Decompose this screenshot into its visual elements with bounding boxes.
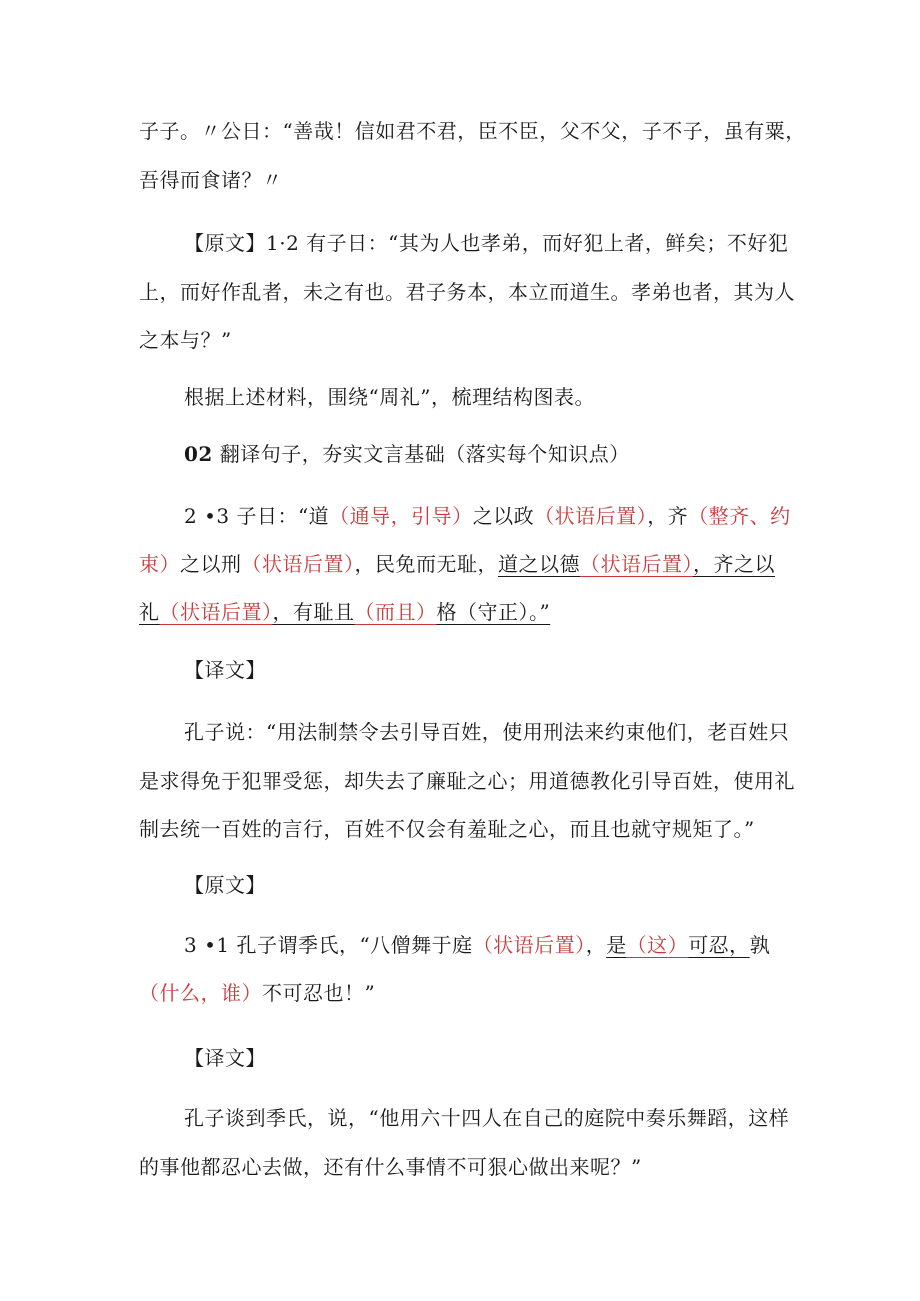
paragraph-1-line-1: 子子。〃公日：“善哉！信如君不君，臣不臣，父不父，子不子，虽有粟，: [139, 119, 806, 143]
quote-text: ，: [585, 933, 607, 957]
quote-2-3-line-1: [184, 502, 791, 530]
translation-label-2: 【译文】: [184, 1046, 266, 1070]
quote-3-1-line-2: [139, 979, 375, 1007]
original-label: 【原文】: [184, 873, 266, 897]
quote-text: 3 •1 孔子谓季氏，“八僧舞于庭: [184, 933, 473, 957]
paragraph-1-line-2: 吾得而食诸？〃: [139, 168, 283, 192]
annotation: 束）: [139, 552, 180, 576]
quote-text: ，民免而无耻，: [354, 552, 498, 576]
translation-2-line-2: 的事他都忍心去做，还有什么事情不可狠心做出来呢？”: [139, 1155, 642, 1179]
translation-label-1: 【译文】: [184, 658, 266, 682]
annotation: （状语后置）: [159, 600, 273, 624]
annotation: （状语后置）: [580, 552, 693, 576]
quote-text: 之以政: [472, 504, 535, 528]
annotation: （状语后置）: [241, 552, 355, 576]
section-heading: [184, 440, 630, 468]
quote-3-1-line-1: [184, 931, 770, 959]
annotation: （什么，谁）: [139, 981, 262, 1005]
quote-text: 不可忍也！”: [262, 981, 376, 1005]
paragraph-3: 根据上述材料，围绕“周礼”，梳理结构图表。: [184, 385, 595, 409]
underlined-text: 可忍，: [688, 933, 750, 957]
annotation: （而且）: [354, 600, 437, 624]
annotation: （整齐、约: [688, 504, 791, 528]
underlined-text: 礼: [139, 600, 160, 624]
quote-2-3-line-3: [139, 598, 550, 626]
translation-1-line-3: 制去统一百姓的言行，百姓不仅会有羞耻之心，而且也就守规矩了。”: [139, 817, 755, 841]
underlined-text: 是: [606, 933, 627, 957]
underlined-text: 道之以德: [498, 552, 580, 576]
annotation: （状语后置）: [472, 933, 586, 957]
underlined-text: ，有耻且: [272, 600, 355, 624]
annotation: （通导，引导）: [329, 504, 473, 528]
underlined-text: ，齐之以: [693, 552, 775, 576]
translation-2-line-1: 孔子谈到季氏，说，“他用六十四人在自己的庭院中奏乐舞蹈，这样: [184, 1106, 790, 1130]
paragraph-2-line-2: 上，而好作乱者，未之有也。君子务本，本立而道生。孝弟也者，其为人: [139, 280, 795, 304]
section-title: 翻译句子，夯实文言基础（落实每个知识点）: [219, 442, 630, 466]
annotation: （状语后置）: [534, 504, 648, 528]
quote-text: ，齐: [647, 504, 689, 528]
section-number: 02: [184, 442, 213, 466]
annotation: （这）: [626, 933, 689, 957]
translation-1-line-2: 是求得免于犯罪受惩，却失去了廉耻之心；用道德教化引导百姓，使用礼: [139, 769, 795, 793]
quote-text: 孰: [749, 933, 771, 957]
quote-text: 之以刑: [180, 552, 242, 576]
underlined-text: 格（守正）。”: [436, 600, 551, 624]
quote-2-3-line-2: [139, 550, 775, 578]
quote-text: 2 •3 子日：“道: [184, 504, 330, 528]
paragraph-2-line-3: 之本与？”: [139, 328, 232, 352]
translation-1-line-1: 孔子说：“用法制禁令去引导百姓，使用刑法来约束他们，老百姓只: [184, 720, 790, 744]
paragraph-2-line-1: 【原文】1·2 有子日：“其为人也孝弟，而好犯上者，鲜矣；不好犯: [184, 231, 789, 255]
